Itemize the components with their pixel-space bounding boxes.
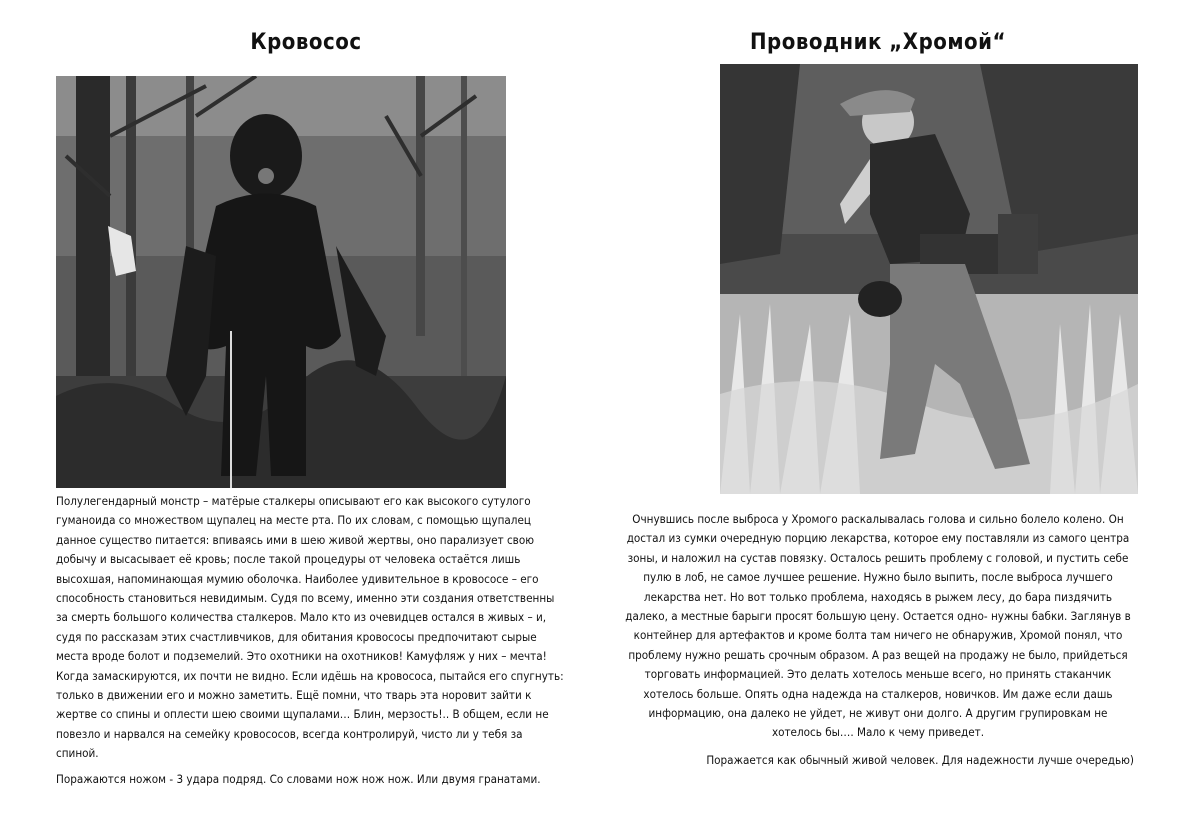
right-title: Проводник „Хромой“	[749, 30, 1006, 55]
bloodsucker-costume-icon	[56, 76, 506, 488]
left-description	[56, 492, 564, 789]
right-paragraph-story: Очнувшись после выброса у Хромого раскалывалась голова и сильно болело колено. Он достал из сумки очередную порцию лекарства, которое ему поставляли из самого центра зоны, и наложил на сустав повязку. Осталось решить проблему с головой, и пустить себе пулю в лоб, не самое лучшее решение. Нужно было выпить, после выброса лучшего лекарства нет. Но вот только проблема, находясь в рыжем лесу, до бара пиздячить далеко, а местные барыги просят большую цену. Остается одно- нужны бабки. Заглянув в контейнер для артефактов и кроме болта там ничего не обнаружив, Хромой понял, что проблему нужно решать срочным образом. А раз вещей на продажу не было, прийдеться торговать информацией. Это делать хотелось меньше всего, но принять стаканчик хотелось больше. Опять одна надежда на сталкеров, новичков. Им даже если дашь информацию, она далеко не уйдет, не живут они долго. А другим групировкам не хотелось бы…. Мало к чему приведет.	[625, 512, 1131, 740]
bloodsucker-photo	[56, 76, 506, 488]
left-paragraph-weakness: Поражаются ножом - 3 удара подряд. Со словами нож нож нож. Или двумя гранатами.	[56, 771, 541, 786]
stalker-guide-icon	[720, 64, 1138, 494]
right-description	[622, 510, 1134, 770]
left-title: Кровосос	[250, 30, 362, 55]
guide-photo	[720, 64, 1138, 494]
left-paragraph-lore: Полулегендарный монстр – матёрые сталкеры описывают его как высокого сутулого гуманоида со множеством щупалец на месте рта. По их словам, с помощью щупалец данное существо питается: впиваясь ими в шею живой жертвы, оно парализует свою добычу и высасывает её кровь; после такой процедуры от человека остаётся лишь высохшая, напоминающая мумию оболочка. Наиболее удивительное в кровососе – его способность становиться невидимым. Судя по всему, именно эти создания ответственны за смерть большого количества сталкеров. Мало кто из очевидцев остался в живых – и, судя по рассказам этих счастливчиков, для обитания кровососы предпочитают сырые места вроде болот и подземелий. Это охотники на охотников! Камуфляж у них – мечта! Когда замаскируются, их почти не видно. Если идёшь на кровососа, пытайся его спугнуть: только в движении его и можно заметить. Ещё помни, что тварь эта норовит зайти к жертве со спины и оплести шею своими щупалами… Блин, мерзость!.. В общем, если не повезло и нарвался на семейку кровососов, всегда контролируй, чисто ли у тебя за спиной.	[56, 494, 564, 761]
right-paragraph-weakness: Поражается как обычный живой человек. Для надежности лучше очередью)	[706, 752, 1134, 767]
